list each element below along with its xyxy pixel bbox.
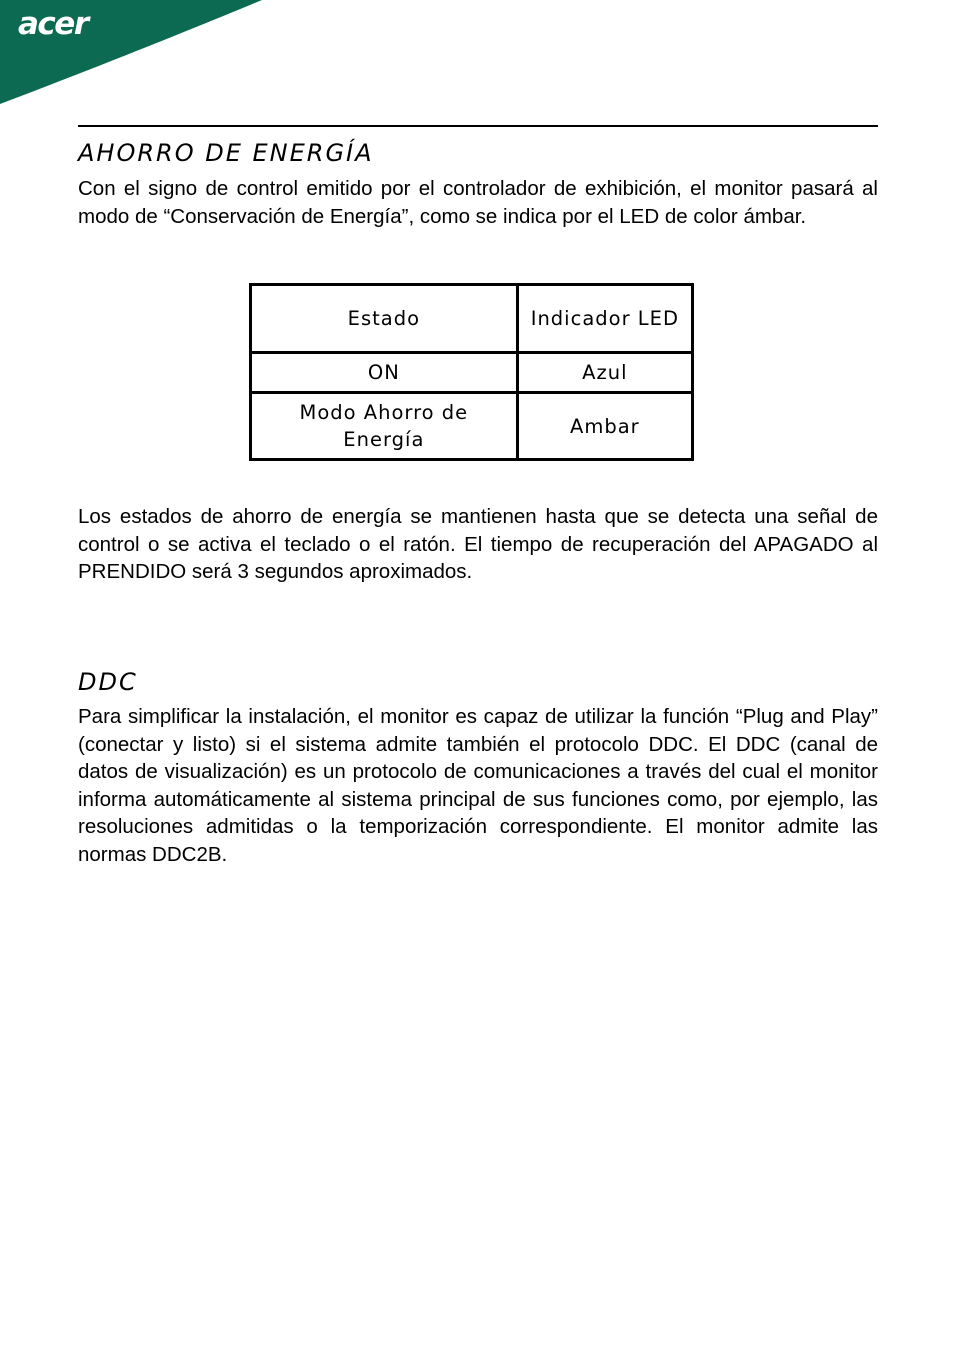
acer-logo: acer [18, 6, 88, 42]
table-cell: Azul [517, 353, 692, 393]
table-header-row [251, 285, 693, 353]
brand-header-band [0, 0, 270, 110]
power-saving-title: AHORRO DE ENERGÍA [78, 139, 374, 167]
table-row [251, 353, 693, 393]
table-cell: Modo Ahorro de Energía [251, 393, 518, 460]
table-cell: ON [251, 353, 518, 393]
header-divider [78, 125, 878, 127]
table-header-cell: Estado [251, 285, 518, 353]
ddc-body: Para simplificar la instalación, el monitor es capaz de utilizar la función “Plug and Play” (conectar y listo) si el sistema admite también el protocolo DDC. El DDC (canal de datos de visualización) es un protocolo de comunicaciones a través del cual el monitor informa automáticamente al sistema principal de sus funciones como, por ejemplo, las resoluciones admitidas o la temporización correspondiente. El monitor admite las normas DDC2B. [78, 705, 878, 866]
table-cell: Ambar [517, 393, 692, 460]
power-saving-intro: Con el signo de control emitido por el controlador de exhibición, el monitor pasará al modo de “Conservación de Energía”, como se indica por el LED de color ámbar. [78, 177, 878, 228]
table-header-cell: Indicador LED [517, 285, 692, 353]
table-row [251, 393, 693, 460]
power-saving-note: Los estados de ahorro de energía se mantienen hasta que se detecta una señal de control o se activa el teclado o el ratón. El tiempo de recuperación del APAGADO al PRENDIDO será 3 segundos aproximados. [78, 505, 878, 583]
led-status-table [249, 283, 694, 461]
ddc-title: DDC [78, 668, 138, 696]
